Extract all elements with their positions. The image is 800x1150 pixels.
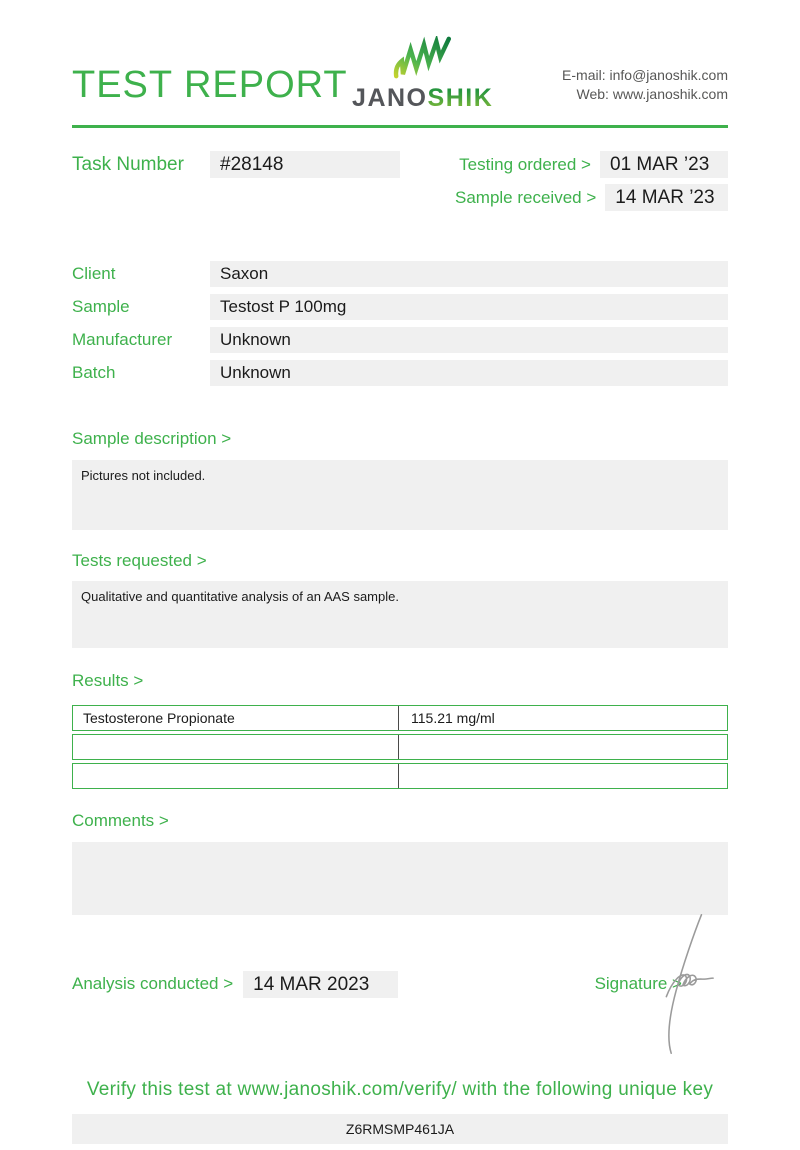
header-divider [72,125,728,128]
batch-label: Batch [72,362,116,382]
comments-box [72,842,728,915]
testing-ordered-label: Testing ordered > [459,154,591,174]
client-value: Saxon [210,261,728,287]
result-substance-cell: Testosterone Propionate [73,706,399,730]
signature-label: Signature > [594,974,682,993]
unique-key-value: Z6RMSMP461JA [72,1114,728,1144]
sample-label: Sample [72,296,130,316]
sample-description-box: Pictures not included. [72,460,728,530]
testing-ordered-value: 01 MAR ’23 [600,151,728,178]
handwritten-signature [640,910,718,1058]
comments-heading: Comments > [72,810,169,830]
contact-web-line [498,85,728,104]
table-row [72,734,728,760]
manufacturer-value: Unknown [210,327,728,353]
table-row [72,763,728,789]
report-header [72,36,728,113]
sample-received-label: Sample received > [455,187,597,207]
result-substance-cell [73,735,399,759]
batch-row [72,360,728,386]
client-row [72,261,728,287]
tests-requested-heading: Tests requested > [72,550,207,570]
sample-received-value: 14 MAR ’23 [605,184,728,211]
analysis-conducted-value: 14 MAR 2023 [243,971,398,998]
result-concentration-cell [399,764,727,788]
verify-instruction: Verify this test at www.janoshik.com/verify/ with the following unique key [86,1078,714,1100]
result-concentration-cell [399,735,727,759]
email-label: E-mail: [562,67,606,83]
result-concentration-cell: 115.21 mg/ml [411,709,495,726]
spacer [400,151,455,217]
web-value: www.janoshik.com [612,86,728,102]
analysis-conducted-label: Analysis conducted > [72,974,234,993]
testing-ordered-row [455,151,728,178]
sample-description-heading: Sample description > [72,428,232,448]
client-label: Client [72,263,116,283]
email-value: info@janoshik.com [609,67,728,83]
results-table [72,705,728,789]
manufacturer-row [72,327,728,353]
logo-wordmark-secondary: SHIK [427,84,494,112]
dates-block [455,151,728,217]
growth-chart-icon [391,67,455,84]
tests-requested-box: Qualitative and quantitative analysis of an AAS sample. [72,581,728,648]
logo-wordmark [348,85,498,113]
sample-value: Testost P 100mg [210,294,728,320]
results-heading: Results > [72,670,144,690]
task-dates-row [72,151,728,217]
sample-row [72,294,728,320]
sample-received-row [455,184,728,211]
janoshik-logo [348,36,498,113]
batch-value: Unknown [210,360,728,386]
page-title: TEST REPORT [72,64,348,106]
sample-details [72,261,728,386]
result-substance-cell [73,764,399,788]
task-number-label: Task Number [72,153,184,175]
web-label: Web: [576,86,609,102]
contact-email-line [498,66,728,85]
analysis-signature-row [72,971,728,998]
contact-info [498,66,728,113]
table-row [72,705,728,731]
manufacturer-label: Manufacturer [72,329,173,349]
logo-wordmark-primary: JANO [352,84,428,112]
task-number-value: #28148 [210,151,400,178]
